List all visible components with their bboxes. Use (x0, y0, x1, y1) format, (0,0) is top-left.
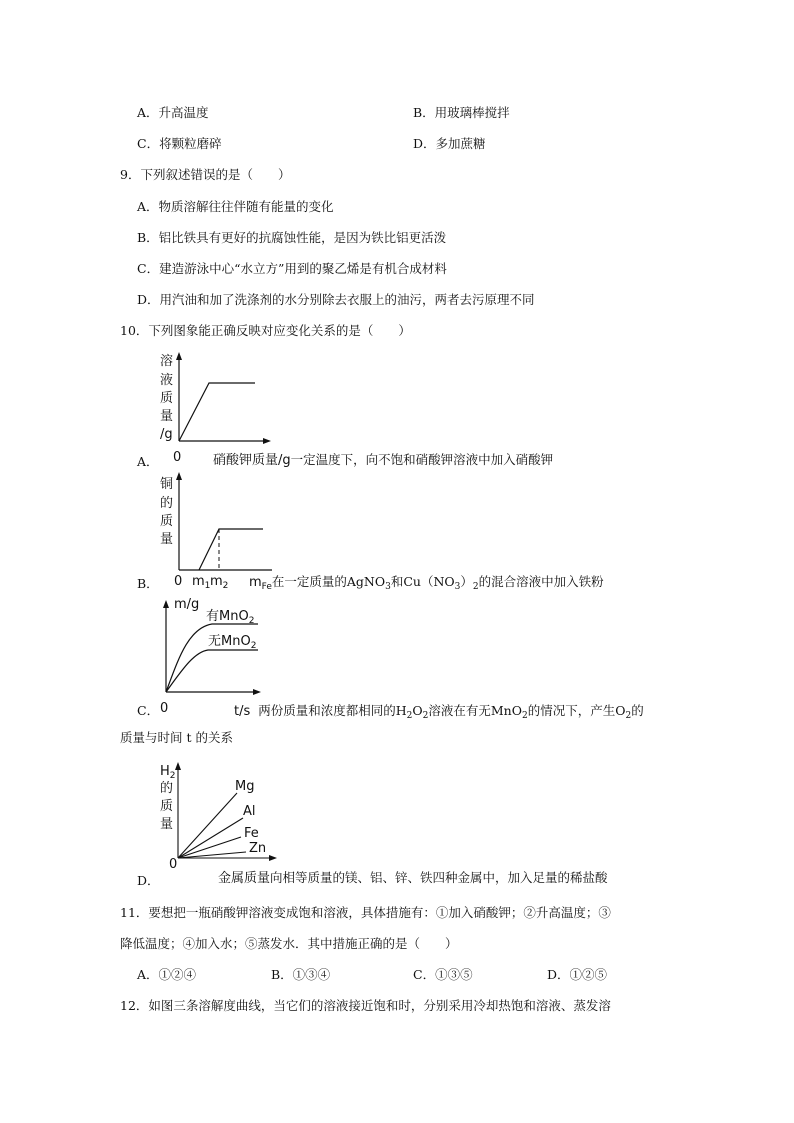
q9-option-a: A．物质溶解往往伴随有能量的变化 (137, 199, 334, 214)
graph-a-ylabel-2: 液 (160, 373, 174, 388)
q10-option-c-desc-line2: 质量与时间 t 的关系 (120, 730, 233, 745)
graph-c-origin: 0 (160, 701, 169, 716)
graph-a-ylabel-1: 溶 (160, 354, 174, 369)
q9-option-d: D．用汽油和加了洗涤剂的水分别除去衣服上的油污，两者去污原理不同 (137, 292, 535, 307)
graph-a-xlabel: 硝酸钾质量/g一定温度下，向不饱和硝酸钾溶液中加入硝酸钾 (213, 452, 554, 468)
q10-option-c-letter: C． (137, 703, 160, 718)
q11-stem-line2: 降低温度；④加入水；⑤蒸发水．其中措施正确的是（ ） (120, 936, 458, 951)
graph-a-origin: 0 (173, 450, 182, 465)
graph-a-ylabel-5: /g (160, 427, 173, 442)
q10-option-b-letter: B． (137, 576, 159, 591)
graph-c-curve-with-mno2: 有MnO$_2$ (206, 609, 255, 626)
graph-d-ylabel-h2: $H_2$ (160, 764, 176, 781)
graph-d-line-fe: Fe (244, 826, 259, 841)
q10-stem: 10．下列图象能正确反映对应变化关系的是（ ） (120, 323, 411, 338)
graph-b-origin: 0 (174, 574, 183, 589)
graph-c-ylabel: m/g (174, 597, 200, 612)
q11-option-c: C．①③⑤ (413, 967, 473, 982)
q10-option-a-letter: A． (137, 454, 159, 469)
q8-option-c: C．将颗粒磨碎 (137, 136, 222, 151)
graph-d-ylabel-2: 质 (160, 799, 174, 814)
q11-stem-line1: 11．要想把一瓶硝酸钾溶液变成饱和溶液，具体措施有：①加入硝酸钾；②升高温度；③ (120, 905, 611, 920)
q9-option-c: C．建造游泳中心“水立方”用到的聚乙烯是有机合成材料 (137, 261, 447, 276)
q8-option-a: A．升高温度 (137, 105, 209, 120)
q12-stem: 12．如图三条溶解度曲线，当它们的溶液接近饱和时，分别采用冷却热饱和溶液、蒸发溶 (120, 998, 611, 1013)
q11-option-b: B．①③④ (271, 967, 331, 982)
q11-option-a: A．①②④ (137, 967, 197, 982)
graph-b-m1-label: $m_1$ (192, 574, 211, 591)
graph-b-ylabel-3: 质 (160, 514, 174, 529)
graph-d-line-mg: Mg (235, 779, 255, 794)
q9-option-b: B．铝比铁具有更好的抗腐蚀性能，是因为铁比铝更活泼 (137, 230, 447, 245)
graph-c-curve-without-mno2: 无MnO$_2$ (208, 634, 257, 651)
graph-d-line-zn: Zn (249, 841, 267, 856)
graph-d-ylabel-3: 量 (160, 817, 174, 832)
graph-d-line-al: Al (243, 804, 256, 819)
graph-a-ylabel-4: 量 (160, 409, 174, 424)
q10-option-d-letter: D． (137, 873, 160, 888)
q8-option-d: D．多加蔗糖 (413, 136, 486, 151)
graph-d-ylabel-1: 的 (160, 781, 174, 796)
q8-option-b: B．用玻璃棒搅拌 (413, 105, 510, 120)
graph-a-ylabel-3: 质 (160, 391, 174, 406)
graph-b-ylabel-4: 量 (160, 532, 174, 547)
graph-d-xlabel: 金属质量向相等质量的镁、铝、锌、铁四种金属中，加入足量的稀盐酸 (218, 870, 608, 886)
graph-b-m2-label: $m_2$ (210, 574, 229, 591)
graph-c-xlabel: t/s 两份质量和浓度都相同的$H_2O_2$溶液在有无MnO$_2$的情况下，产生$O_2$的 (234, 703, 644, 721)
graph-b-ylabel-1: 铜 (160, 477, 174, 492)
q11-option-d: D．①②⑤ (547, 967, 608, 982)
q9-stem: 9．下列叙述错误的是（ ） (120, 167, 291, 182)
graph-b-ylabel-2: 的 (160, 496, 174, 511)
graph-d-origin: 0 (169, 857, 178, 872)
graph-b-xlabel: $m_{Fe}$在一定质量的AgNO$_3$和$Cu(NO_3)_2$的混合溶液中加入铁粉 (249, 574, 604, 592)
